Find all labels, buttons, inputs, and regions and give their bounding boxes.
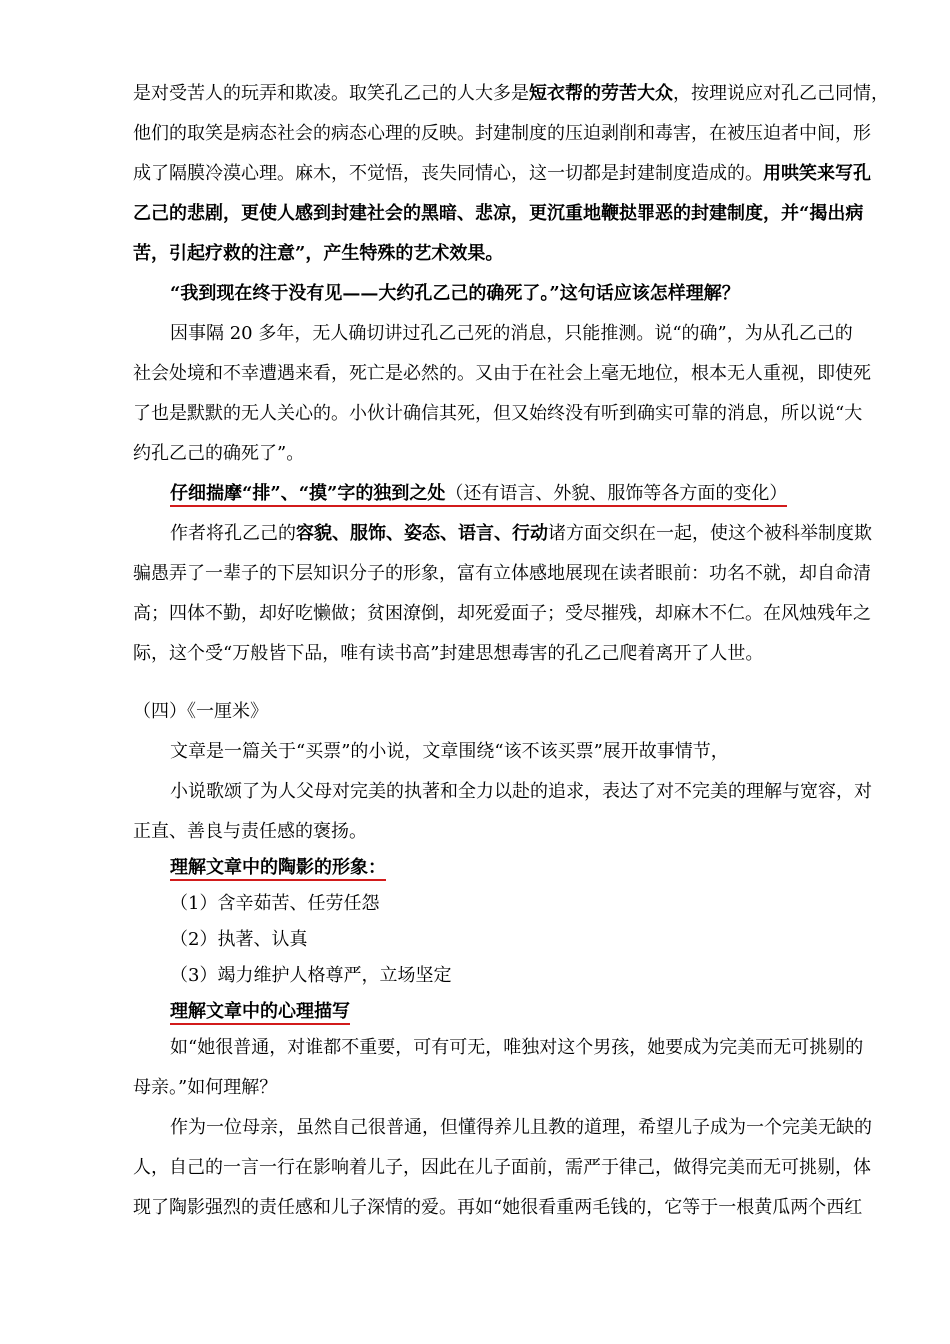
paragraph-line: 现了陶影强烈的责任感和儿子深情的爱。再如“她很看重两毛钱的，它等于一根黄瓜两个西红 <box>133 1197 863 1218</box>
list-item: （1）含辛茹苦、任劳任怨 <box>170 893 380 914</box>
heading-text: 仔细揣摩“排”、“摸”字的独到之处 <box>170 483 446 504</box>
text: 诸方面交织在一起，使这个被科举制度欺 <box>548 523 872 544</box>
paragraph-line <box>133 82 889 106</box>
paragraph-line: 正直、善良与责任感的褒扬。 <box>133 821 367 842</box>
paragraph-line: 人，自己的一言一行在影响着儿子，因此在儿子面前，需严于律己，做得完美而无可挑剔，体 <box>133 1157 871 1178</box>
bold-text: 用哄笑来写孔 <box>763 163 871 184</box>
text: 作者将孔乙己的 <box>170 523 296 544</box>
paragraph-line: 社会处境和不幸遭遇来看，死亡是必然的。又由于在社会上毫无地位，根本无人重视，即使死 <box>133 363 871 384</box>
paragraph-line <box>170 522 872 546</box>
paragraph-line: 骗愚弄了一辈子的下层知识分子的形象，富有立体感地展现在读者眼前：功名不就，却自命清 <box>133 563 871 584</box>
heading-note: （还有语言、外貌、服饰等各方面的变化） <box>445 483 788 504</box>
text: 成了隔膜冷漠心理。麻木，不觉悟，丧失同情心，这一切都是封建制度造成的。 <box>133 163 763 184</box>
paragraph-line: 母亲。”如何理解？ <box>133 1077 278 1098</box>
text: ，按理说应对孔乙己同情， <box>673 83 889 104</box>
paragraph-line: 约孔乙己的确死了”。 <box>133 443 305 464</box>
paragraph-line: 乙己的悲剧，更使人感到封建社会的黑暗、悲凉，更沉重地鞭挞罪恶的封建制度，并“揭出病 <box>133 203 864 224</box>
paragraph-line: 因事隔 20 多年，无人确切讲过孔乙己死的消息，只能推测。说“的确”，为从孔乙己的 <box>170 323 853 344</box>
paragraph-line: 他们的取笑是病态社会的病态心理的反映。封建制度的压迫剥削和毒害，在被压迫者中间，形 <box>133 123 871 144</box>
paragraph-line <box>133 162 871 186</box>
section-heading <box>170 1000 350 1024</box>
list-item: （2）执著、认真 <box>170 929 308 950</box>
heading-text: 理解文章中的陶影的形象： <box>170 857 386 881</box>
section-heading <box>170 856 386 880</box>
paragraph-line: 文章是一篇关于“买票”的小说，文章围绕“该不该买票”展开故事情节， <box>170 741 729 762</box>
bold-text: 短衣帮的劳苦大众 <box>529 83 673 104</box>
heading-text: 理解文章中的心理描写 <box>170 1001 350 1025</box>
list-item: （3）竭力维护人格尊严，立场坚定 <box>170 965 452 986</box>
paragraph-line: 作为一位母亲，虽然自己很普通，但懂得养儿且教的道理，希望儿子成为一个完美无缺的 <box>170 1117 872 1138</box>
paragraph-line: 了也是默默的无人关心的。小伙计确信其死，但又始终没有听到确实可靠的消息，所以说“大 <box>133 403 863 424</box>
section-title: （四）《一厘米》 <box>133 701 268 722</box>
bold-text: 容貌、服饰、姿态、语言、行动 <box>296 523 548 544</box>
paragraph-line: 如“她很普通，对谁都不重要，可有可无，唯独对这个男孩，她要成为完美而无可挑剔的 <box>170 1037 864 1058</box>
question-heading: “我到现在终于没有见——大约孔乙己的确死了。”这句话应该怎样理解？ <box>170 283 740 304</box>
text: 是对受苦人的玩弄和欺凌。取笑孔乙己的人大多是 <box>133 83 529 104</box>
paragraph-line: 际，这个受“万般皆下品，唯有读书高”封建思想毒害的孔乙己爬着离开了人世。 <box>133 643 764 664</box>
paragraph-line: 苦，引起疗救的注意”，产生特殊的艺术效果。 <box>133 243 504 264</box>
section-heading <box>170 482 787 506</box>
paragraph-line: 小说歌颂了为人父母对完美的执著和全力以赴的追求，表达了对不完美的理解与宽容，对 <box>170 781 872 802</box>
paragraph-line: 高；四体不勤，却好吃懒做；贫困潦倒，却死爱面子；受尽摧残，却麻木不仁。在风烛残年之 <box>133 603 871 624</box>
